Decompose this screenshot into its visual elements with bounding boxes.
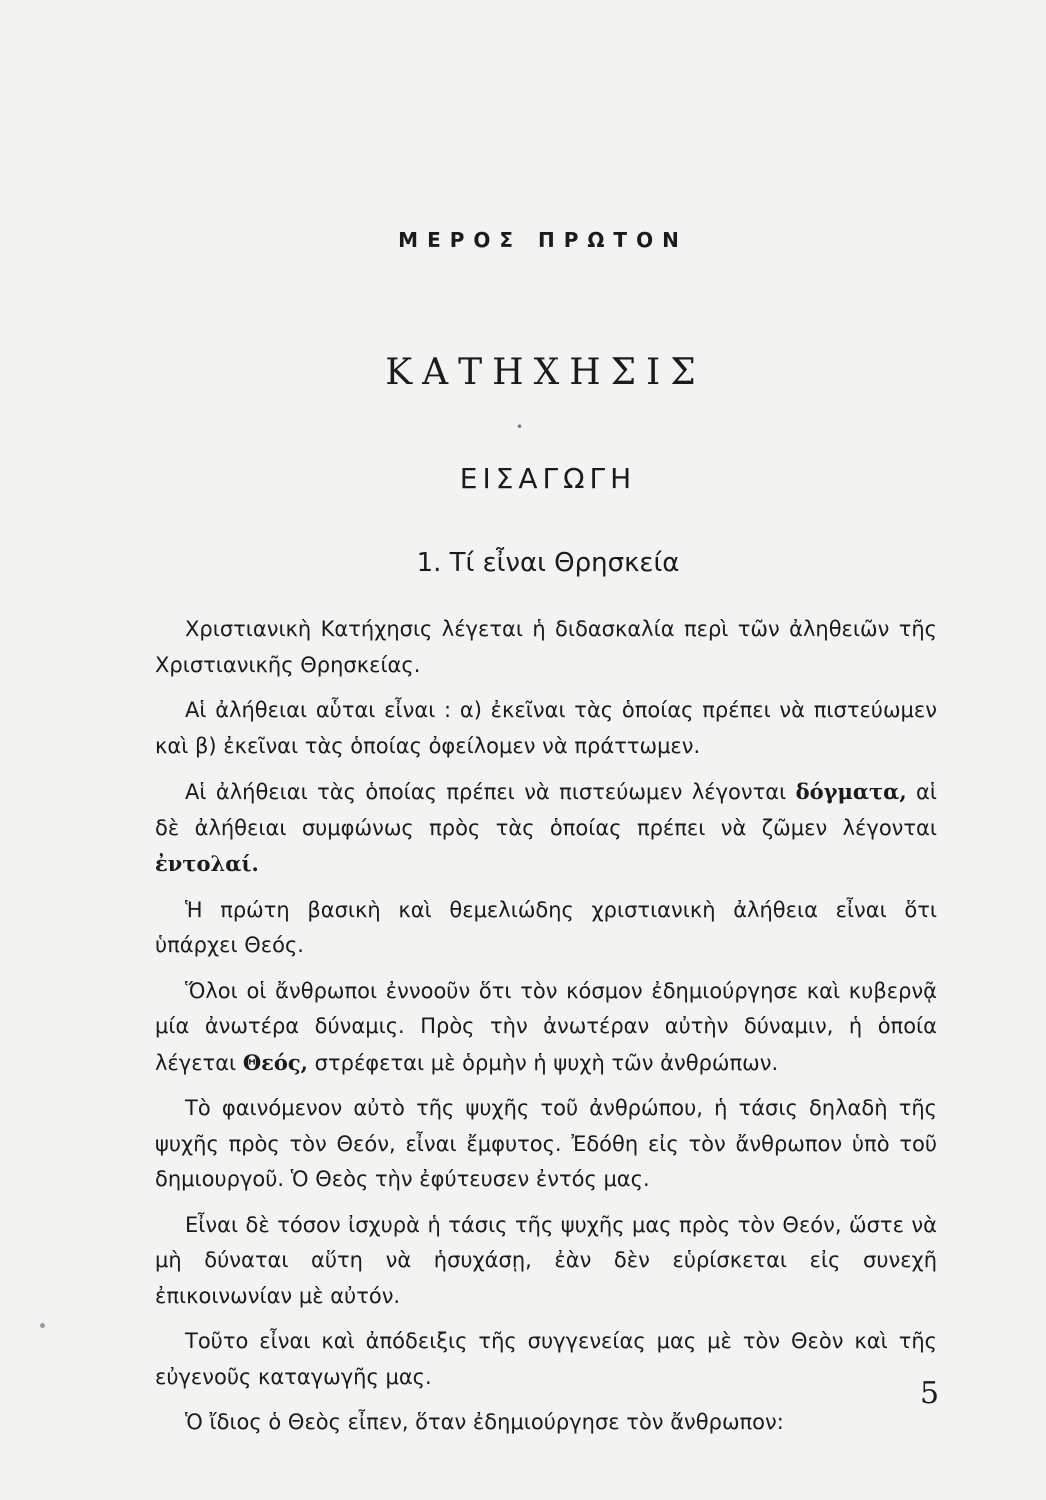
paragraph-3-part-c: αἱ δὲ ἀλήθειαι συμφώνως πρὸς τὰς ὁποίας πρέπει νὰ ζῶμεν λέγονται [155,780,937,840]
paragraph-9: Ὁ ἴδιος ὁ Θεὸς εἶπεν, ὅταν ἐδημιούργησε τὸν ἄνθρωπον: [185,1410,784,1434]
introduction-heading: ΕΙΣΑΓΩΓΗ [459,462,637,495]
part-title: ΜΕΡΟΣ ΠΡΩΤΟΝ [398,228,688,252]
paragraph-5-part-a: Ὅλοι οἱ ἄνθρωποι ἐννοοῦν ὅτι τὸν κόσμον ἐδημιούργησε καὶ κυβερνᾷ μία ἀνωτέρα δύναμις. Πρὸς τὴν ἀνωτέραν αὐτὴν δύναμιν, ἡ ὁποία λέγεται [155,978,937,1075]
paragraph-3 [155,774,937,883]
paragraph-3-part-a: Αἱ ἀλήθειαι τὰς ὁποίας πρέπει νὰ πιστεύωμεν λέγονται [185,780,796,804]
paragraph-1: Χριστιανικὴ Κατήχησις λέγεται ἡ διδασκαλία περὶ τῶν ἀληθειῶν τῆς Χριστιανικῆς Θρησκείας. [155,617,937,677]
section-heading: 1. Τί εἶναι Θρησκεία [416,548,680,578]
paragraph-6: Τὸ φαινόμενον αὐτὸ τῆς ψυχῆς τοῦ ἀνθρώπου, ἡ τάσις δηλαδὴ τῆς ψυχῆς πρὸς τὸν Θεόν, εἶναι ἔμφυτος. Ἐδόθη εἰς τὸν ἄνθρωπον ὑπὸ τοῦ δημιουργοῦ. Ὁ Θεὸς τὴν ἐφύτευσεν ἐντός μας. [155,1096,937,1191]
paragraph-8: Τοῦτο εἶναι καὶ ἀπόδειξις τῆς συγγενείας μας μὲ τὸν Θεὸν καὶ τῆς εὐγενοῦς καταγωγῆς μας. [155,1329,937,1389]
main-title: ΚΑΤΗΧΗΣΙΣ [385,352,706,393]
paragraph-4: Ἡ πρώτη βασικὴ καὶ θεμελιώδης χριστιανικὴ ἀλήθεια εἶναι ὅτι ὑπάρχει Θεός. [155,897,937,957]
paragraph-5 [155,974,937,1082]
paragraph-2: Αἱ ἀλήθειαι αὗται εἶναι : α) ἐκεῖναι τὰς ὁποίας πρέπει νὰ πιστεύωμεν καὶ β) ἐκεῖναι τὰς ὁποίας ὀφείλομεν νὰ πράττωμεν. [155,698,937,758]
paragraph-5-part-c: στρέφεται μὲ ὁρμὴν ἡ ψυχὴ τῶν ἀνθρώπων. [308,1050,779,1075]
ornament-icon: • [516,420,524,434]
bleed-through-text [150,100,956,168]
paragraph-7: Εἶναι δὲ τόσον ἰσχυρὰ ἡ τάσις τῆς ψυχῆς μας πρὸς τὸν Θεόν, ὥστε νὰ μὴ δύναται αὕτη νὰ ἡσυχάσῃ, ἐὰν δὲν εὑρίσκεται εἰς συνεχῆ ἐπικοινωνίαν μὲ αὐτόν. [155,1212,937,1308]
term-god: Θεός, [242,1049,308,1075]
term-dogmas: δόγματα, [795,779,907,804]
page-number: 5 [920,1376,940,1411]
margin-mark [40,1323,45,1328]
body-text [155,612,940,1451]
term-commandments: ἐντολαί. [155,851,259,876]
